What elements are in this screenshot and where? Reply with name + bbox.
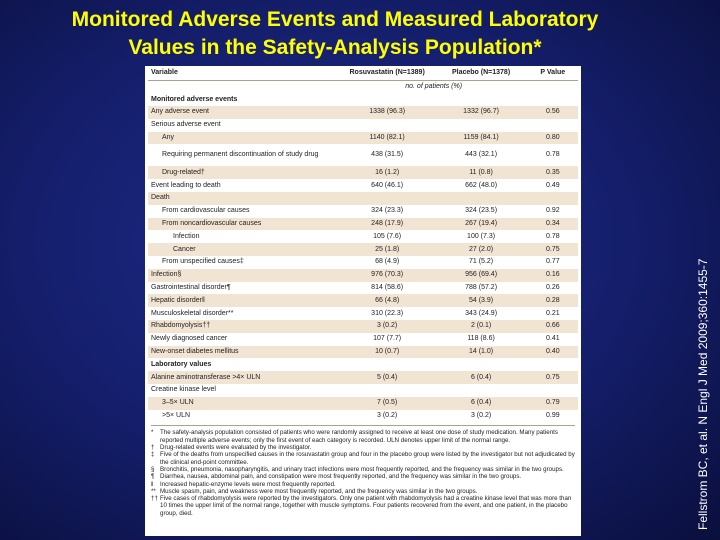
header-placebo: Placebo (N=1378) xyxy=(435,66,528,81)
footnote-symbol: § xyxy=(151,465,155,473)
p-value: 0.80 xyxy=(528,132,578,145)
rosuvastatin-value: 10 (0.7) xyxy=(340,346,435,359)
header-p-value: P Value xyxy=(528,66,578,81)
footnote-symbol: ¶ xyxy=(151,473,155,481)
table-row xyxy=(148,119,578,132)
rosuvastatin-value: 248 (17.9) xyxy=(340,218,435,231)
table-row xyxy=(148,358,578,371)
footnote-text: Diarrhea, nausea, abdominal pain, and constipation were most frequently reported, and the frequency was similar in the two groups. xyxy=(160,473,522,481)
row-label: Infection xyxy=(173,232,200,240)
row-label: Alanine aminotransferase >4× ULN xyxy=(148,371,340,384)
placebo-value: 1332 (96.7) xyxy=(435,106,528,119)
table-row xyxy=(148,282,578,295)
table-row xyxy=(148,230,578,243)
adverse-events-table xyxy=(148,66,578,422)
footnote-text: The safety-analysis population consisted of patients who were randomly assigned to receive at least one dose of study medication. Many patients reported multiple adverse events; only the first event of each category is recorded. ULN denotes upper limit of the normal range. xyxy=(160,429,558,444)
placebo-value: 118 (8.6) xyxy=(467,335,495,343)
p-value: 0.66 xyxy=(528,320,578,333)
row-label: Any xyxy=(148,132,340,145)
rosuvastatin-value: 107 (7.7) xyxy=(373,335,402,343)
rosuvastatin-value: 7 (0.5) xyxy=(340,397,435,410)
rosuvastatin-value: 5 (0.4) xyxy=(340,371,435,384)
rosuvastatin-value: 68 (4.9) xyxy=(375,258,400,266)
placebo-value xyxy=(435,358,528,371)
table-row xyxy=(148,243,578,256)
rosuvastatin-value: 1140 (82.1) xyxy=(340,132,435,145)
table-row xyxy=(148,205,578,218)
p-value: 0.77 xyxy=(545,258,560,266)
row-label: From unspecified causes‡ xyxy=(162,258,244,266)
table-row xyxy=(148,397,578,410)
placebo-value: 14 (1.0) xyxy=(435,346,528,359)
footnote-text: Increased hepatic-enzyme levels were most frequently reported. xyxy=(160,480,336,488)
row-label: From cardiovascular causes xyxy=(162,207,250,215)
p-value: 0.75 xyxy=(528,371,578,384)
p-value xyxy=(528,384,578,397)
p-value: 0.99 xyxy=(545,412,560,420)
footnote xyxy=(151,444,575,451)
footnote xyxy=(151,481,575,488)
rosuvastatin-value xyxy=(340,358,435,371)
rosuvastatin-value: 105 (7.6) xyxy=(373,232,402,240)
placebo-value: 54 (3.9) xyxy=(435,294,528,307)
footnote-symbol: † xyxy=(151,444,155,452)
table-row xyxy=(148,333,578,346)
footnote xyxy=(151,451,575,466)
table-row xyxy=(148,384,578,397)
placebo-value: 662 (48.0) xyxy=(465,181,498,189)
p-value xyxy=(528,119,578,132)
header-variable: Variable xyxy=(148,66,340,81)
footnote-text: Drug-related events were evaluated by the investigator. xyxy=(160,444,312,452)
p-value: 0.40 xyxy=(528,346,578,359)
placebo-value: 27 (2.0) xyxy=(435,243,528,256)
footnote xyxy=(151,495,575,517)
rosuvastatin-value: 66 (4.8) xyxy=(340,294,435,307)
footnotes xyxy=(151,425,575,517)
slide-title-line-2: Values in the Safety-Analysis Population* xyxy=(128,36,542,59)
row-label: From noncardiovascular causes xyxy=(148,218,340,231)
rosuvastatin-value: 976 (70.3) xyxy=(340,269,435,282)
placebo-value: 443 (32.1) xyxy=(465,151,498,159)
footnote xyxy=(151,488,575,495)
placebo-value: 6 (0.4) xyxy=(435,397,528,410)
p-value: 0.75 xyxy=(528,243,578,256)
p-value: 0.78 xyxy=(545,151,560,159)
rosuvastatin-value: 3 (0.2) xyxy=(340,320,435,333)
table-header-row xyxy=(148,66,578,81)
rosuvastatin-value: 640 (46.1) xyxy=(371,181,404,189)
row-label: Cancer xyxy=(148,243,340,256)
p-value: 0.26 xyxy=(545,284,560,292)
footnote-symbol: * xyxy=(151,429,154,437)
p-value: 0.49 xyxy=(545,181,560,189)
table-row xyxy=(148,371,578,384)
row-label: New-onset diabetes mellitus xyxy=(148,346,340,359)
p-value: 0.34 xyxy=(528,218,578,231)
table-row xyxy=(148,132,578,145)
table-row xyxy=(148,166,578,179)
placebo-value: 2 (0.1) xyxy=(435,320,528,333)
table-row xyxy=(148,106,578,119)
row-label: Infection§ xyxy=(148,269,340,282)
row-label: Serious adverse event xyxy=(151,121,221,129)
rosuvastatin-value: 3 (0.2) xyxy=(377,412,398,420)
p-value: 0.16 xyxy=(528,269,578,282)
table-row xyxy=(148,192,578,205)
unit-label: no. of patients (%) xyxy=(405,83,463,91)
footnote-text: Muscle spasm, pain, and weakness were most frequently reported, and the frequency was similar in the two groups. xyxy=(160,487,478,495)
table-row xyxy=(148,294,578,307)
placebo-value: 788 (57.2) xyxy=(465,284,498,292)
rosuvastatin-value: 310 (22.3) xyxy=(371,309,404,317)
rosuvastatin-value: 438 (31.5) xyxy=(371,151,404,159)
unit-row-spacer-2 xyxy=(528,81,578,94)
rosuvastatin-value xyxy=(340,119,435,132)
citation: Fellstrom BC, et al. N Engl J Med 2009;360:1455-7 xyxy=(696,258,710,530)
row-label: Musculoskeletal disorder** xyxy=(151,309,234,317)
p-value xyxy=(528,192,578,205)
placebo-value xyxy=(435,384,528,397)
placebo-value: 11 (0.8) xyxy=(435,166,528,179)
table-row xyxy=(148,93,578,106)
p-value: 0.92 xyxy=(545,207,560,215)
p-value: 0.78 xyxy=(545,232,560,240)
footnote-symbol: ** xyxy=(151,487,156,495)
footnote xyxy=(151,473,575,480)
table-row xyxy=(148,269,578,282)
row-label: 3–5× ULN xyxy=(148,397,340,410)
footnote-symbol: ‖ xyxy=(151,480,154,488)
slide-title xyxy=(30,6,640,62)
row-label: Hepatic disorder‖ xyxy=(148,294,340,307)
footnote-text: Bronchitis, pneumonia, nasopharyngitis, and urinary tract infections were most frequently reported, and the frequency was similar in the two groups. xyxy=(160,465,564,473)
footnote-symbol: †† xyxy=(151,495,158,503)
placebo-value: 267 (19.4) xyxy=(435,218,528,231)
row-label: Event leading to death xyxy=(151,181,221,189)
placebo-value xyxy=(435,119,528,132)
row-label: Gastrointestinal disorder¶ xyxy=(151,284,231,292)
table-row xyxy=(148,144,578,166)
footnote-text: Five cases of rhabdomyolysis were reported by the investigators. Only one patient with rhabdomyolysis had a creatine kinase level that was more than 10 times the upper limit of the normal range, together with muscle symptoms. Four patients recovered from the event, and one patient, in the placebo group, died. xyxy=(160,495,572,517)
header-rosuvastatin: Rosuvastatin (N=1389) xyxy=(340,66,435,81)
table-row xyxy=(148,256,578,269)
placebo-value: 956 (69.4) xyxy=(435,269,528,282)
p-value xyxy=(528,93,578,106)
table-row xyxy=(148,346,578,359)
footnote-symbol: ‡ xyxy=(151,451,155,459)
table-row xyxy=(148,179,578,192)
row-label: Newly diagnosed cancer xyxy=(151,335,228,343)
unit-row xyxy=(148,81,578,94)
row-label: Creatine kinase level xyxy=(151,386,216,394)
table-row xyxy=(148,320,578,333)
unit-row-spacer xyxy=(148,81,340,94)
placebo-value xyxy=(435,192,528,205)
p-value: 0.79 xyxy=(528,397,578,410)
p-value: 0.35 xyxy=(528,166,578,179)
rosuvastatin-value: 25 (1.8) xyxy=(340,243,435,256)
placebo-value xyxy=(435,93,528,106)
row-label: >5× ULN xyxy=(162,412,191,420)
rosuvastatin-value: 1338 (96.3) xyxy=(340,106,435,119)
footnote-text: Five of the deaths from unspecified causes in the rosuvastatin group and four in the placebo group were listed by the investigator but not adjudicated by the clinical end-point committee. xyxy=(160,451,575,466)
rosuvastatin-value: 324 (23.3) xyxy=(371,207,404,215)
placebo-value: 3 (0.2) xyxy=(470,412,492,420)
row-label: Monitored adverse events xyxy=(151,95,238,103)
rosuvastatin-value: 814 (58.6) xyxy=(371,284,404,292)
row-label: Death xyxy=(148,192,340,205)
table-panel xyxy=(145,66,581,536)
placebo-value: 71 (5.2) xyxy=(469,258,494,266)
placebo-value: 343 (24.9) xyxy=(465,309,498,317)
rosuvastatin-value xyxy=(340,384,435,397)
p-value: 0.28 xyxy=(528,294,578,307)
table-row xyxy=(148,218,578,231)
slide-title-line-1: Monitored Adverse Events and Measured Laboratory xyxy=(71,8,599,31)
footnote xyxy=(151,429,575,444)
placebo-value: 1159 (84.1) xyxy=(435,132,528,145)
row-label: Requiring permanent discontinuation of study drug xyxy=(162,151,319,159)
placebo-value: 100 (7.3) xyxy=(467,232,496,240)
p-value xyxy=(528,358,578,371)
row-label: Rhabdomyolysis†† xyxy=(148,320,340,333)
rosuvastatin-value xyxy=(340,93,435,106)
table-row xyxy=(148,410,578,423)
row-label: Drug-related† xyxy=(148,166,340,179)
rosuvastatin-value xyxy=(340,192,435,205)
p-value: 0.41 xyxy=(545,335,560,343)
p-value: 0.56 xyxy=(528,106,578,119)
placebo-value: 6 (0.4) xyxy=(435,371,528,384)
rosuvastatin-value: 16 (1.2) xyxy=(340,166,435,179)
placebo-value: 324 (23.5) xyxy=(465,207,498,215)
p-value: 0.21 xyxy=(545,309,560,317)
footnote xyxy=(151,466,575,473)
row-label: Any adverse event xyxy=(148,106,340,119)
table-row xyxy=(148,307,578,320)
row-label: Laboratory values xyxy=(151,360,212,368)
